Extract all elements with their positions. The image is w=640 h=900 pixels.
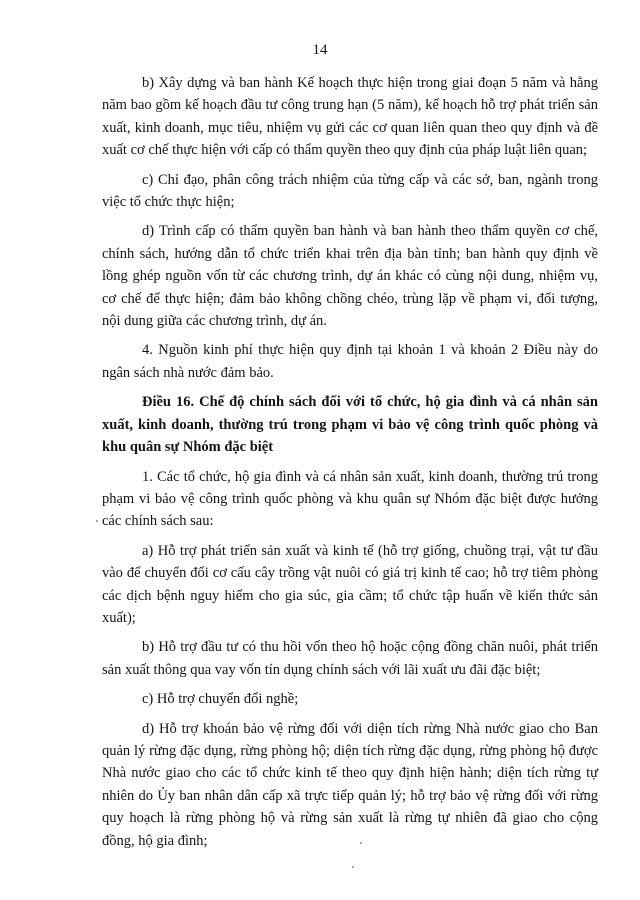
- scan-speck: [360, 842, 362, 844]
- article-16-heading: Điều 16. Chế độ chính sách đối với tổ chức, hộ gia đình và cá nhân sản xuất, kinh doanh, thường trú trong phạm vi bảo vệ công trình quốc phòng và khu quân sự Nhóm đặc biệt: [102, 394, 598, 456]
- paragraph-4-funding: 4. Nguồn kinh phí thực hiện quy định tại khoản 1 và khoản 2 Điều này do ngân sách nhà nước đảm bảo.: [102, 342, 598, 381]
- paragraph-1c: c) Hỗ trợ chuyển đổi nghề;: [142, 691, 299, 708]
- page-number: 14: [312, 42, 328, 58]
- paragraph-3d: d) Trình cấp có thẩm quyền ban hành và ban hành theo thẩm quyền cơ chế, chính sách, hướng dẫn tổ chức triển khai trên địa bàn tỉnh; ban hành quy định về lồng ghép nguồn vốn từ các chương trình, dự án khác có cùng nội dung, nhiệm vụ, cơ chế để thực hiện; đảm bảo không chồng chéo, trùng lặp về phạm vi, đối tượng, nội dung giữa các chương trình, dự án.: [102, 223, 598, 330]
- document-body: [102, 72, 598, 859]
- scan-speck: [96, 520, 98, 522]
- paragraph-1d: d) Hỗ trợ khoán bảo vệ rừng đối với diện tích rừng Nhà nước giao cho Ban quản lý rừng đặc dụng, rừng phòng hộ; diện tích rừng đặc dụng, rừng phòng hộ được Nhà nước giao cho các tổ chức kinh tế theo quy định hiện hành; diện tích rừng tự nhiên do Ủy ban nhân dân cấp xã trực tiếp quản lý; hỗ trợ bảo vệ rừng đối với rừng quy hoạch là rừng phòng hộ và rừng sản xuất là rừng tự nhiên đã giao cho cộng đồng, hộ gia đình;: [102, 720, 598, 849]
- scan-speck: [352, 866, 354, 868]
- paragraph-3c: c) Chỉ đạo, phân công trách nhiệm của từng cấp và các sở, ban, ngành trong việc tổ chức thực hiện;: [102, 171, 598, 211]
- paragraph-3b: b) Xây dựng và ban hành Kế hoạch thực hiện trong giai đoạn 5 năm và hằng năm bao gồm kế hoạch đầu tư công trung hạn (5 năm), kế hoạch hỗ trợ phát triển sản xuất, kinh doanh, mục tiêu, nhiệm vụ gửi các cơ quan liên quan theo quy định và đề xuất cơ chế thực hiện với cấp có thẩm quyền theo quy định của pháp luật liên quan;: [102, 75, 598, 159]
- paragraph-1-policies: 1. Các tổ chức, hộ gia đình và cá nhân sản xuất, kinh doanh, thường trú trong phạm vi bảo vệ công trình quốc phòng và khu quân sự Nhóm đặc biệt được hưởng các chính sách sau:: [102, 468, 598, 530]
- paragraph-1a: a) Hỗ trợ phát triển sản xuất và kinh tế (hỗ trợ giống, chuồng trại, vật tư đầu vào để chuyển đổi cơ cấu cây trồng vật nuôi có giá trị kinh tế cao; hỗ trợ tiêm phòng các dịch bệnh nguy hiểm cho gia súc, gia cầm; tổ chức tập huấn về kiến thức sản xuất);: [102, 542, 598, 626]
- paragraph-1b: b) Hỗ trợ đầu tư có thu hồi vốn theo hộ hoặc cộng đồng chăn nuôi, phát triển sản xuất thông qua vay vốn tín dụng chính sách với lãi xuất ưu đãi đặc biệt;: [102, 639, 598, 678]
